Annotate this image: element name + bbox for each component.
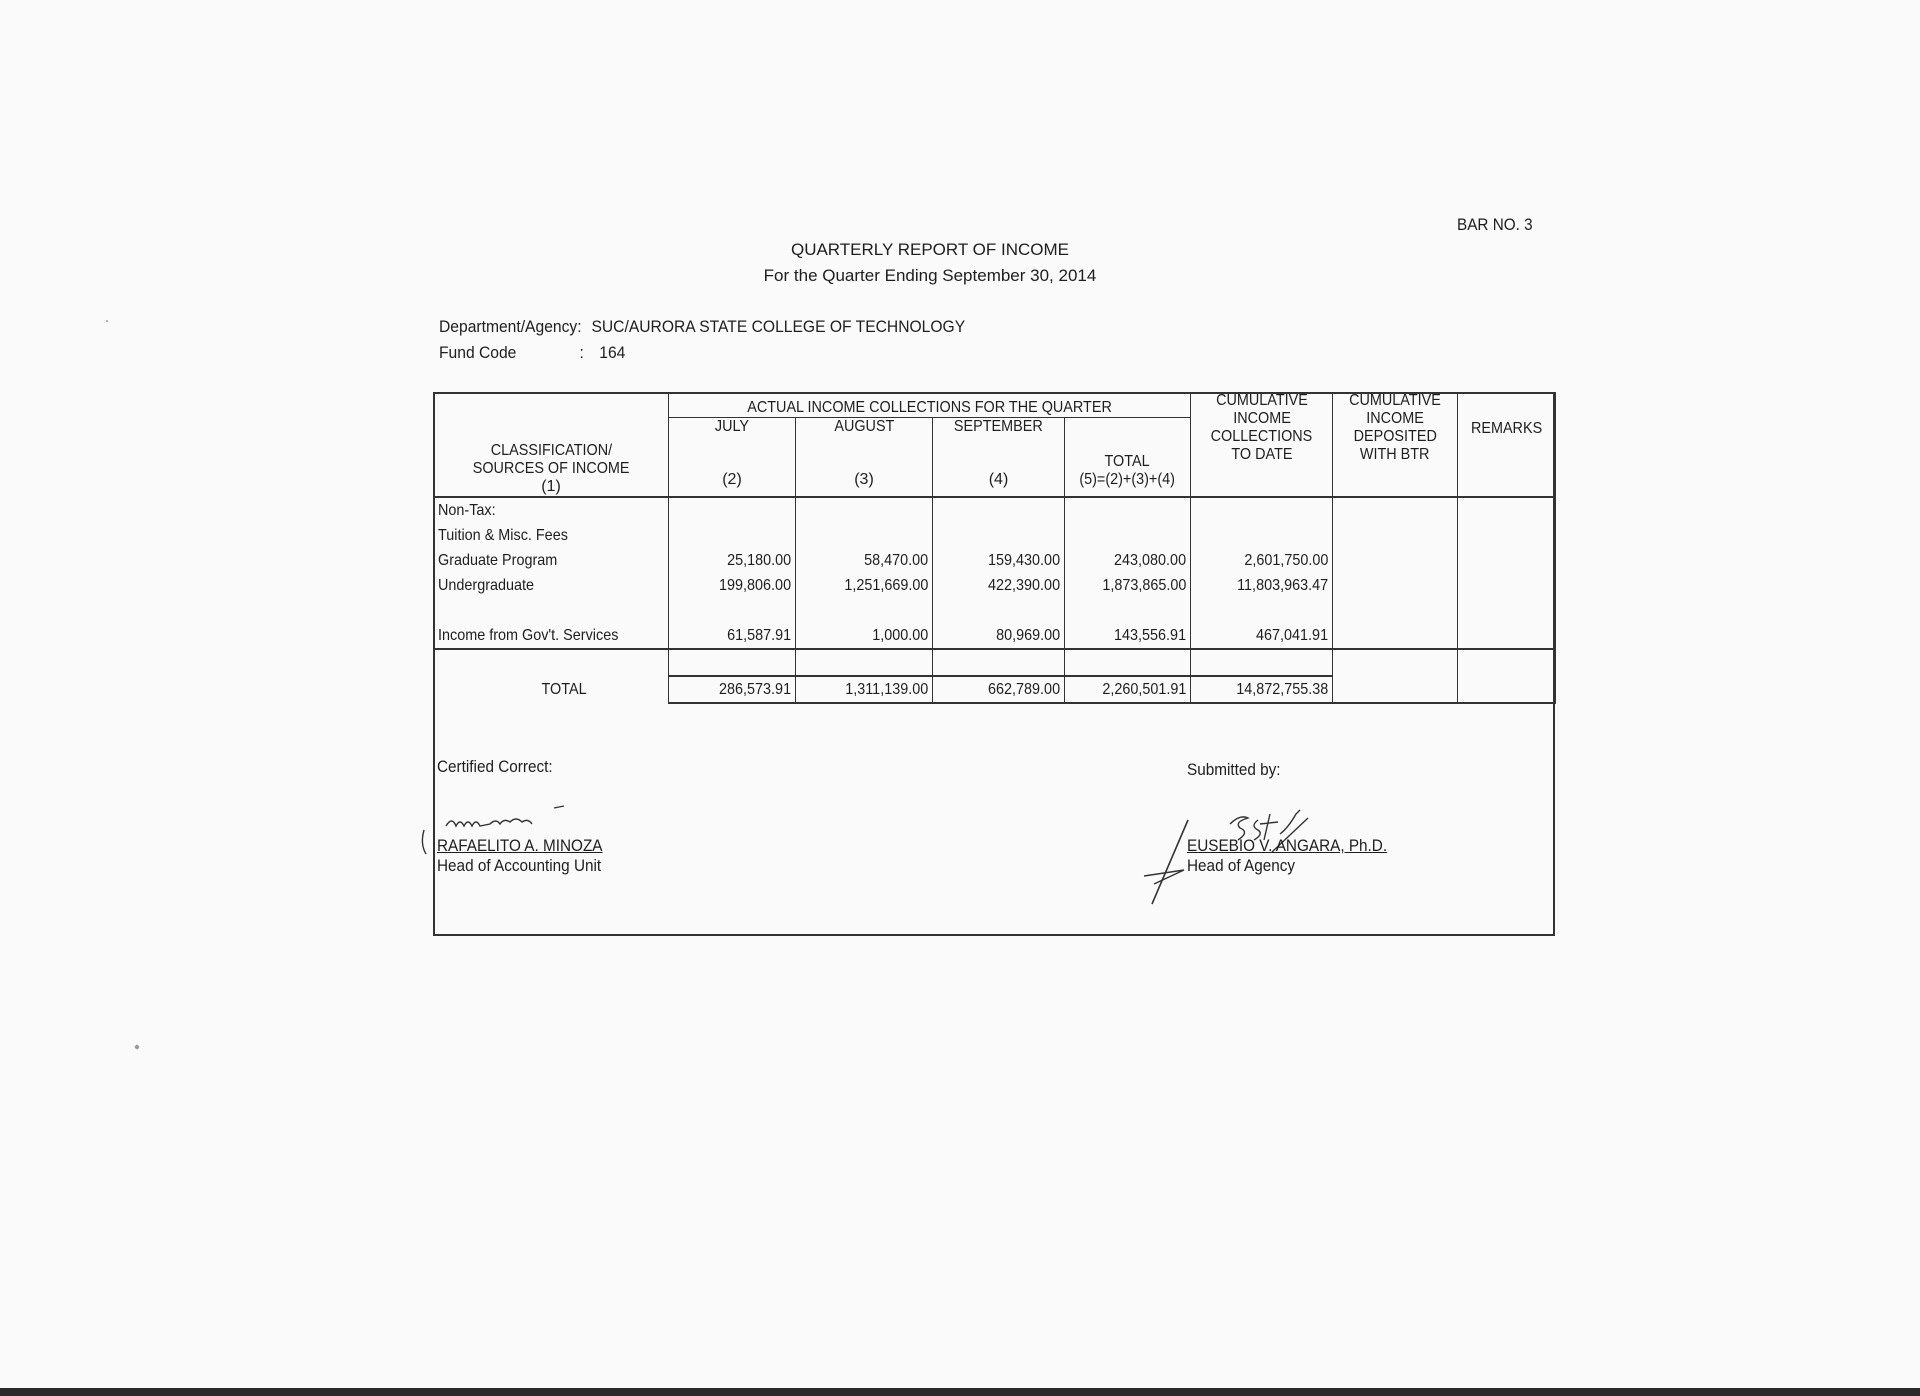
- value: 2,601,750.00: [1243, 551, 1328, 569]
- deposited-line1: CUMULATIVE: [1349, 392, 1441, 409]
- submitted-name: EUSEBIO V. ANGARA, Ph.D.: [1187, 836, 1388, 855]
- empty-cell: [1191, 598, 1333, 623]
- classification-header-line1: CLASSIFICATION/: [490, 442, 612, 459]
- value: 286,573.91: [718, 680, 791, 698]
- empty-cell: [434, 649, 669, 676]
- month-header-july: [669, 418, 796, 447]
- value: 80,969.00: [995, 626, 1060, 644]
- august-num: [796, 471, 933, 497]
- fund-code-separator: :: [579, 343, 584, 362]
- total-row: [434, 676, 1556, 703]
- value: 11,803,963.47: [1236, 576, 1328, 594]
- total-row-label: [434, 676, 669, 703]
- empty-cell: [1458, 548, 1556, 573]
- empty-cell: [796, 497, 933, 523]
- fund-code-label: Fund Code: [439, 343, 517, 362]
- total-num: [1065, 471, 1191, 497]
- submitted-title: Head of Agency: [1187, 856, 1296, 875]
- value: 14,872,755.38: [1235, 680, 1328, 698]
- empty-cell: [1191, 649, 1333, 676]
- total-total: [1065, 676, 1191, 703]
- tuition-label: [434, 523, 669, 548]
- empty-cell: [796, 523, 933, 548]
- total-september: [933, 676, 1065, 703]
- row-september: [933, 548, 1065, 573]
- row-august: [796, 573, 933, 598]
- empty-cell: [1333, 548, 1458, 573]
- empty-cell: [796, 598, 933, 623]
- empty-cell: [1191, 497, 1333, 523]
- empty-cell: [933, 598, 1065, 623]
- tuition-text: Tuition & Misc. Fees: [438, 526, 568, 544]
- month-header-september: [933, 418, 1065, 447]
- value: 467,041.91: [1255, 626, 1328, 644]
- certified-block: [437, 757, 565, 777]
- september-num-text: (4): [988, 471, 1009, 488]
- empty-cell: [796, 649, 933, 676]
- cumulative-line1: CUMULATIVE: [1215, 392, 1308, 409]
- row-cumulative: [1191, 548, 1333, 573]
- empty-cell: [1333, 623, 1458, 649]
- group-header-text: ACTUAL INCOME COLLECTIONS FOR THE QUARTER: [747, 399, 1112, 416]
- july-spacer: [669, 446, 796, 471]
- department-value: SUC/AURORA STATE COLLEGE OF TECHNOLOGY: [591, 317, 966, 336]
- empty-cell: [669, 523, 796, 548]
- submitted-block: [1187, 760, 1291, 780]
- scan-bottom-edge: [0, 1388, 1920, 1396]
- row-august: [796, 548, 933, 573]
- total-cumulative: [1191, 676, 1333, 703]
- row-july: [669, 573, 796, 598]
- empty-cell: [1333, 676, 1458, 703]
- submitted-signatory: [1187, 836, 1409, 876]
- empty-cell: [1333, 497, 1458, 523]
- row-total: [1065, 573, 1191, 598]
- report-title: QUARTERLY REPORT OF INCOME: [790, 240, 1070, 259]
- department-line: [439, 317, 965, 337]
- empty-cell: [669, 598, 796, 623]
- table-row: [434, 548, 1556, 573]
- spacer-row: [434, 598, 1556, 623]
- empty-cell: [1458, 676, 1556, 703]
- cumulative-collections-header: [1191, 392, 1333, 497]
- empty-cell: [1333, 598, 1458, 623]
- submitted-label: Submitted by:: [1187, 760, 1281, 779]
- total-row-label-text: TOTAL: [541, 680, 587, 698]
- scan-speck: [106, 320, 108, 322]
- section-row-nontax: [434, 497, 1556, 523]
- cumulative-line3: COLLECTIONS: [1210, 428, 1313, 445]
- cumulative-deposited-header: [1333, 392, 1458, 497]
- row-label-text: Income from Gov't. Services: [438, 626, 619, 644]
- department-label: Department/Agency:: [439, 317, 582, 336]
- value: 143,556.91: [1113, 626, 1186, 644]
- value: 1,000.00: [871, 626, 928, 644]
- empty-cell: [1458, 623, 1556, 649]
- empty-cell: [933, 523, 1065, 548]
- month-header-august: [796, 418, 933, 447]
- certified-name: RAFAELITO A. MINOZA: [437, 836, 603, 855]
- income-table: [433, 392, 1556, 704]
- empty-cell: [933, 649, 1065, 676]
- september-num: [933, 471, 1065, 497]
- empty-cell: [1065, 497, 1191, 523]
- empty-cell: [1065, 598, 1191, 623]
- table-row: [434, 623, 1556, 649]
- value: 662,789.00: [987, 680, 1060, 698]
- scan-speck: [134, 1044, 139, 1049]
- section-row-tuition: [434, 523, 1556, 548]
- july-num-text: (2): [722, 471, 742, 488]
- empty-cell: [1458, 497, 1556, 523]
- total-july: [669, 676, 796, 703]
- row-july: [669, 623, 796, 649]
- remarks-header-text: REMARKS: [1470, 420, 1543, 437]
- empty-cell: [669, 497, 796, 523]
- report-subtitle: For the Quarter Ending September 30, 2014: [763, 266, 1097, 285]
- row-total: [1065, 548, 1191, 573]
- value: 1,873,865.00: [1101, 576, 1186, 594]
- total-header: [1065, 418, 1191, 472]
- value: 422,390.00: [987, 576, 1060, 594]
- certified-signatory: [437, 836, 621, 876]
- row-label-text: Undergraduate: [438, 576, 535, 594]
- empty-cell: [1065, 649, 1191, 676]
- nontax-text: Non-Tax:: [438, 501, 496, 519]
- value: 25,180.00: [726, 551, 791, 569]
- empty-cell: [1458, 523, 1556, 548]
- row-cumulative: [1191, 623, 1333, 649]
- row-september: [933, 623, 1065, 649]
- value: 1,311,139.00: [844, 680, 928, 698]
- row-august: [796, 623, 933, 649]
- classification-header-line2: SOURCES OF INCOME: [472, 460, 630, 477]
- cumulative-line2: INCOME: [1232, 410, 1291, 427]
- empty-cell: [669, 649, 796, 676]
- empty-cell: [1458, 649, 1556, 676]
- classification-header: [434, 392, 669, 497]
- value: 1,251,669.00: [843, 576, 928, 594]
- value: 58,470.00: [863, 551, 928, 569]
- certified-label: Certified Correct:: [437, 757, 553, 776]
- fund-code-line: [439, 343, 625, 363]
- row-july: [669, 548, 796, 573]
- total-num-text: (5)=(2)+(3)+(4): [1079, 471, 1176, 488]
- empty-cell: [1458, 598, 1556, 623]
- row-label: [434, 548, 669, 573]
- august-label: AUGUST: [833, 418, 894, 435]
- value: 2,260,501.91: [1101, 680, 1186, 698]
- value: 243,080.00: [1113, 551, 1186, 569]
- empty-cell: [1458, 573, 1556, 598]
- july-num: [669, 471, 796, 497]
- deposited-line2: INCOME: [1366, 410, 1424, 427]
- july-label: JULY: [714, 418, 750, 435]
- deposited-line4: WITH BTR: [1360, 446, 1430, 463]
- group-header: [669, 392, 1191, 418]
- value: 159,430.00: [987, 551, 1060, 569]
- row-label: [434, 573, 669, 598]
- value: 61,587.91: [726, 626, 791, 644]
- empty-cell: [1065, 523, 1191, 548]
- empty-cell: [933, 497, 1065, 523]
- fund-code-value: 164: [599, 343, 626, 362]
- empty-cell: [1333, 523, 1458, 548]
- row-total: [1065, 623, 1191, 649]
- row-label-text: Graduate Program: [438, 551, 558, 569]
- empty-cell: [1191, 523, 1333, 548]
- september-label: SEPTEMBER: [954, 418, 1043, 435]
- value: 199,806.00: [718, 576, 791, 594]
- row-cumulative: [1191, 573, 1333, 598]
- cumulative-line4: TO DATE: [1230, 446, 1293, 463]
- gap-row: [434, 649, 1556, 676]
- august-num-text: (3): [854, 471, 874, 488]
- row-september: [933, 573, 1065, 598]
- certified-title: Head of Accounting Unit: [437, 856, 602, 875]
- empty-cell: [1333, 573, 1458, 598]
- deposited-line3: DEPOSITED: [1353, 428, 1437, 445]
- august-spacer: [796, 446, 933, 471]
- total-august: [796, 676, 933, 703]
- empty-cell: [1333, 649, 1458, 676]
- empty-cell: [434, 598, 669, 623]
- total-label: TOTAL: [1104, 453, 1151, 470]
- row-label: [434, 623, 669, 649]
- classification-header-num: (1): [541, 478, 561, 495]
- table-row: [434, 573, 1556, 598]
- bar-number: BAR NO. 3: [1457, 215, 1533, 234]
- nontax-label: [434, 497, 669, 523]
- remarks-header: [1458, 392, 1556, 497]
- september-spacer: [933, 446, 1065, 471]
